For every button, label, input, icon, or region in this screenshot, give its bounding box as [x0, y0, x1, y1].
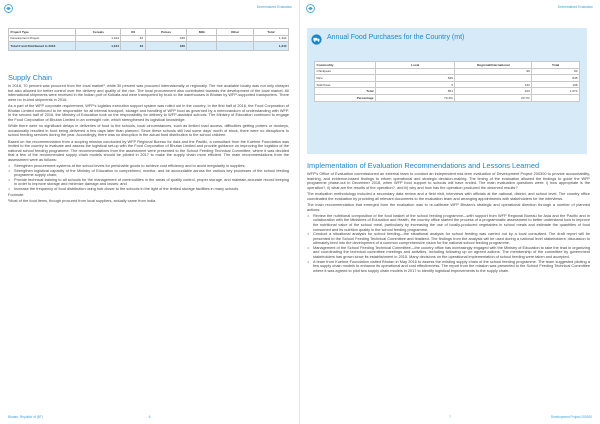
column-header: Project Type [9, 29, 76, 36]
wfp-logo-icon [4, 4, 13, 13]
table-cell [217, 35, 254, 42]
paragraph: As a part of the WFP corporate requirement, WFP's logistics execution support system was rolled out in the country. In the first half of 2016, the Food Corporation of Bhutan Limited continued to be responsible for all internal transport, storage and handling of WFP food as governed by a memorandum of understanding with WFP. In the second half of 2016, the Ministry of Education took on the responsibility for delivery to WFP-assisted schools. The Ministry of Education continued to engage the Food Corporation of Bhutan Limited in an oversight role, which strengthened its logistical knowledge. [8, 104, 289, 122]
list-item: • Provide technical training to all schools for the management of commodities in the areas of quality control, proper storage, and maintain accurate record keeping in order to improve storage and minimize damage and losses; and [8, 178, 289, 187]
table-cell: 1,164 [76, 35, 121, 42]
table-cell: 845 [375, 75, 455, 82]
page-header: Decentralized Evaluation [256, 5, 292, 9]
paragraph: Based on the recommendation from a scoping mission conducted by WFP Regional Bureau for Asia and the Pacific, a consultant from the Kuehne Foundation was invited to the country to evaluate and assess the logistical set-up with the Food Corporation of Bhutan Limited and provide guidance on improving the logistics of the national school feeding programme. The recommendations from the assessment were presented to the School Feeding Technical Committee, where it was decided that a few of the recommended supply chain models should be piloted in 2017 to make the supply chain more efficient. The main recommendations from the assessment were as follows: [8, 139, 289, 162]
table-total-row [9, 42, 289, 51]
column-header: Oil [121, 29, 145, 36]
table-cell: 845 [532, 75, 580, 82]
table-cell [532, 94, 580, 101]
list-item: • Increase the frequency of food distribution using hub closer to the schools in the light of the limited storage facilities in many schools. [8, 187, 289, 192]
column-header: Cereals [76, 29, 121, 36]
table-total-row [315, 88, 580, 95]
left-content [8, 28, 289, 51]
table-cell: 90 [455, 68, 532, 75]
table-cell: 90 [532, 68, 580, 75]
evaluation-section [307, 162, 590, 275]
table-cell: 1,074 [532, 88, 580, 95]
list-item: • Strengthen procurement systems at the school levels for perishable goods to achieve cost efficiency and to avoid irregularity in supplies; [8, 164, 289, 169]
table-cell: Total [315, 88, 376, 95]
food-purchases-table [314, 61, 580, 102]
table-cell: 81 [121, 35, 145, 42]
table-cell: Development Project [9, 35, 76, 42]
table-row [315, 81, 580, 88]
section-title: Supply Chain [8, 73, 52, 82]
page-number: 7 [449, 415, 451, 419]
column-header: Other [217, 29, 254, 36]
table-header-row [9, 29, 289, 36]
list-item: • Review the nutritional composition of the food basket of the school feeding programme—with support from WFP Regional Bureau for Asia and the Pacific and in collaboration with the Ministries of Education and Health, the country office started the process of a programmatic assessment to better understand how to improve the nutritional value of the school meal, particularly by increasing the use of locally-produced vegetables in school meals and estimate the quantities of food consumed and its nutrition quality in the school feeding programme. [307, 214, 590, 232]
column-header: Regional/International [455, 62, 532, 69]
list-item: • Strengthen logistical capacity of the Ministry of Education to comprehend, monitor, and be accountable across the various key processes of the school feeding programme supply chain; [8, 169, 289, 178]
page-header: Decentralized Evaluation [557, 5, 593, 9]
column-header: Commodity [315, 62, 376, 69]
paragraph: While there were no significant delays in deliveries of food to the schools, local circumstances, such as limited road access, difficulties getting porters or donkeys, occasionally resulted in food being delivered a few days later than planned. Since these schools still had some days' worth of stock, there were no disruptions to school feeding services during the year. Accordingly, there was no disruption in the actual food distribution to the school children. [8, 124, 289, 138]
table-cell: 81 [121, 42, 145, 51]
table-percentage-row [315, 94, 580, 101]
paragraph: The main recommendation that emerged from the evaluation was to re-calibrate WFP Bhutan's strategic and operational direction through a number of planned actions: [307, 202, 590, 212]
table-cell: 180 [145, 35, 187, 42]
paragraph: The evaluation methodology included a secondary data review and a field visit, interviews with officials at the national, district, and school level. The country office coordinated the evaluation by providing all relevant documents to the evaluation team and arranging appointments with stakeholders for the interviews. [307, 192, 590, 201]
list-item: • Conduct a situational analysis for school feeding—the situational analysis for school feeding was carried out by a local consultant. The draft report will be presented to the School Feeding Technical Committee and finalized. The findings from the analysis will be used during a national level stakeholders' discussion to ultimately feed into the development of a common comprehensive vision for the national school feeding programme. [307, 232, 590, 246]
page-number: 6 [148, 415, 151, 419]
planned-actions-list [307, 214, 590, 274]
table-cell: Chickpeas [315, 68, 376, 75]
table-cell [455, 75, 532, 82]
section-title: Implementation of Evaluation Recommendations and Lessons Learned [307, 161, 540, 170]
table-cell: 20.7% [455, 94, 532, 101]
table-cell: 133 [455, 81, 532, 88]
table-row [9, 35, 289, 42]
column-header: Milk [187, 29, 217, 36]
purchases-table-container [314, 61, 580, 102]
table-cell [375, 68, 455, 75]
truck-icon [311, 32, 322, 43]
table-row [315, 75, 580, 82]
column-header: Total [253, 29, 288, 36]
table-cell: 138 [532, 81, 580, 88]
table-cell [217, 42, 254, 51]
supply-chain-section [8, 74, 289, 206]
list-item: • Management of the School Feeding Technical Committee—the country office has increasingly engaged with the Ministry of Education to take the lead in organizing and coordinating the technical committee meetings and activities, including following up on agreed actions. The membership of the committee by government stakeholders has grown since its establishment in 2015. Many decisions on the operational implementation of school feeding were taken and accepted. [307, 246, 590, 260]
table-cell: Percentage [315, 94, 376, 101]
footnote-label: Footnote: [8, 193, 25, 198]
table-cell: 223 [455, 88, 532, 95]
table-cell: 1,344 [253, 35, 288, 42]
recommendation-list [8, 164, 289, 192]
paragraph: In 2016, 70 percent was procured from the local market¹, while 30 percent was procured internationally or regionally. The rice available locally was not only cheaper but also allowed for better control over the delivery and quality of the rice. The local procurement also contributed towards the development of the local market. All international shipments were received in the Indian port of Kolkata and were transported by truck to the warehouses in Bhutan by WFP-supported transporters. There were no in-kind shipments in 2016. [8, 84, 289, 102]
table-cell: 1,344 [253, 42, 288, 51]
table-cell: Total if and Distributed in 2016 [9, 42, 76, 51]
table-header-row [315, 62, 580, 69]
commodity-distribution-table [8, 28, 289, 51]
table-cell: 79.3% [375, 94, 455, 101]
footer-country: Bhutan, Republic of (BT) [8, 415, 43, 419]
table-cell: 851 [375, 88, 455, 95]
paragraph: WFP's Office of Evaluation commissioned an external team to conduct an independent mid-term evaluation of Development Project 200300 to provide accountability, learning, and evidence-based findings to inform operational and strategic decision-making. The timing of the evaluation allowed the findings to guide the WFP programme phase-out in December 2018, when WFP food support to schools will have ended. The main evaluation questions were: i) how appropriate is the operation?, ii) what are the results of the operation?, and iii) why and how has the operation produced the observed results? [307, 172, 590, 190]
list-item: • A team from Kuehne Foundation visited Bhutan in May 2016 to assess the existing supply chain of the school feeding programme. The team suggested piloting a few supply chain models to enhance its operational and cost effectiveness. The report from the mission was presented to the School Feeding Technical Committee where it was agreed to pilot two supply chain models in 2017 to identify logistical improvements to the supply chain. [307, 260, 590, 274]
table-cell: Split Peas [315, 81, 376, 88]
column-header: Total [532, 62, 580, 69]
table-cell: 5 [375, 81, 455, 88]
food-purchases-panel [307, 28, 587, 154]
panel-header [311, 32, 464, 43]
footer-project: Development Project 200300 [550, 415, 592, 419]
column-header: Pulses [145, 29, 187, 36]
table-cell: 1,164 [76, 42, 121, 51]
column-header: Local [375, 62, 455, 69]
panel-title: Annual Food Purchases for the Country (mt) [327, 34, 465, 41]
table-row [315, 68, 580, 75]
wfp-logo-icon [306, 4, 315, 13]
footnote: ¹Most of the food items, though procured from local suppliers, actually came from India. [8, 199, 157, 204]
table-cell: 180 [145, 42, 187, 51]
table-cell [187, 42, 217, 51]
table-cell [187, 35, 217, 42]
table-cell: Rice [315, 75, 376, 82]
